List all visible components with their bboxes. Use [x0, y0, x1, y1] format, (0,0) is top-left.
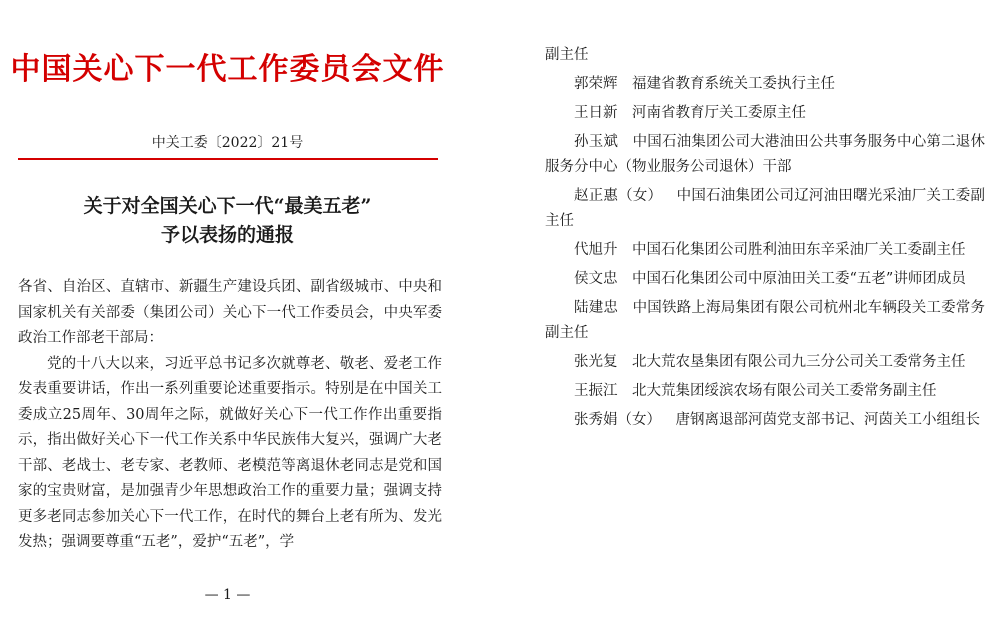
honoree-description: 福建省教育系统关工委执行主任: [632, 76, 835, 92]
honoree-name: 郭荣辉: [574, 76, 618, 92]
honoree-description: 北大荒集团绥滨农场有限公司关工委常务副主任: [632, 383, 937, 399]
honoree-description: 中国铁路上海局集团有限公司杭州北车辆段关工委常务副主任: [545, 300, 985, 341]
leading-fragment: 副主任: [545, 47, 589, 63]
salutation: 各省、自治区、直辖市、新疆生产建设兵团、副省级城市、中央和国家机关有关部委（集团公司）关心下一代工作委员会，中央军委政治工作部老干部局：: [18, 279, 442, 346]
title-line-2: 予以表扬的通报: [160, 224, 294, 246]
honoree-description: 中国石化集团公司中原油田关工委“五老”讲师团成员: [632, 271, 966, 287]
document-body: [18, 275, 442, 556]
honoree-description: 中国石化集团公司胜利油田东辛采油厂关工委副主任: [632, 242, 966, 258]
red-divider-line: [18, 158, 438, 160]
document-issuer-header: 中国关心下一代工作委员会文件: [10, 52, 445, 87]
honoree-description: 北大荒农垦集团有限公司九三分公司关工委常务主任: [632, 354, 966, 370]
document-title: [0, 192, 455, 250]
honoree-entry: [545, 101, 985, 126]
honoree-name: 张光复: [574, 354, 618, 370]
title-line-1: 关于对全国关心下一代“最美五老”: [83, 195, 372, 217]
honoree-name: 王日新: [574, 105, 618, 121]
honoree-name: 王振江: [574, 383, 618, 399]
page-number: — 1 —: [204, 587, 251, 603]
honoree-entry: [545, 130, 985, 180]
right-page: [545, 0, 985, 619]
honoree-entry: [545, 184, 985, 234]
honoree-entry: [545, 267, 985, 292]
honoree-entry: [545, 379, 985, 404]
body-paragraph: 党的十八大以来，习近平总书记多次就尊老、敬老、爱老工作发表重要讲话，作出一系列重要论述重要指示。特别是在中国关工委成立25周年、30周年之际，就做好关心下一代工作作出重要指示，指出做好关心下一代工作关系中华民族伟大复兴，强调广大老干部、老战士、老专家、老教师、老模范等离退休老同志是党和国家的宝贵财富，是加强青少年思想政治工作的重要力量；强调支持更多老同志参加关心下一代工作，在时代的舞台上老有所为、发光发热；强调要尊重“五老”，爱护“五老”，学: [18, 355, 442, 550]
honoree-name: 张秀娟（女）: [574, 412, 661, 428]
left-page: [0, 0, 455, 619]
honoree-name: 陆建忠: [574, 300, 619, 316]
honoree-description: 中国石油集团公司辽河油田曙光采油厂关工委副主任: [545, 188, 986, 229]
honoree-entries: [545, 72, 985, 433]
honoree-description: 唐钢离退部河茵党支部书记、河茵关工小组组长: [675, 412, 980, 428]
honoree-name: 孙玉斌: [574, 134, 619, 150]
honoree-entry: [545, 408, 985, 433]
honoree-name: 代旭升: [574, 242, 618, 258]
honoree-name: 侯文忠: [574, 271, 618, 287]
honoree-entry: [545, 238, 985, 263]
honoree-name: 赵正惠（女）: [574, 188, 663, 204]
honoree-list: [545, 43, 985, 437]
honoree-entry: [545, 296, 985, 346]
document-number: 中关工委〔2022〕21号: [151, 135, 304, 151]
honoree-description: 中国石油集团公司大港油田公共事务服务中心第二退休服务分中心（物业服务公司退休）干部: [545, 134, 985, 175]
honoree-entry: [545, 72, 985, 97]
honoree-entry: [545, 350, 985, 375]
honoree-description: 河南省教育厅关工委原主任: [632, 105, 806, 121]
